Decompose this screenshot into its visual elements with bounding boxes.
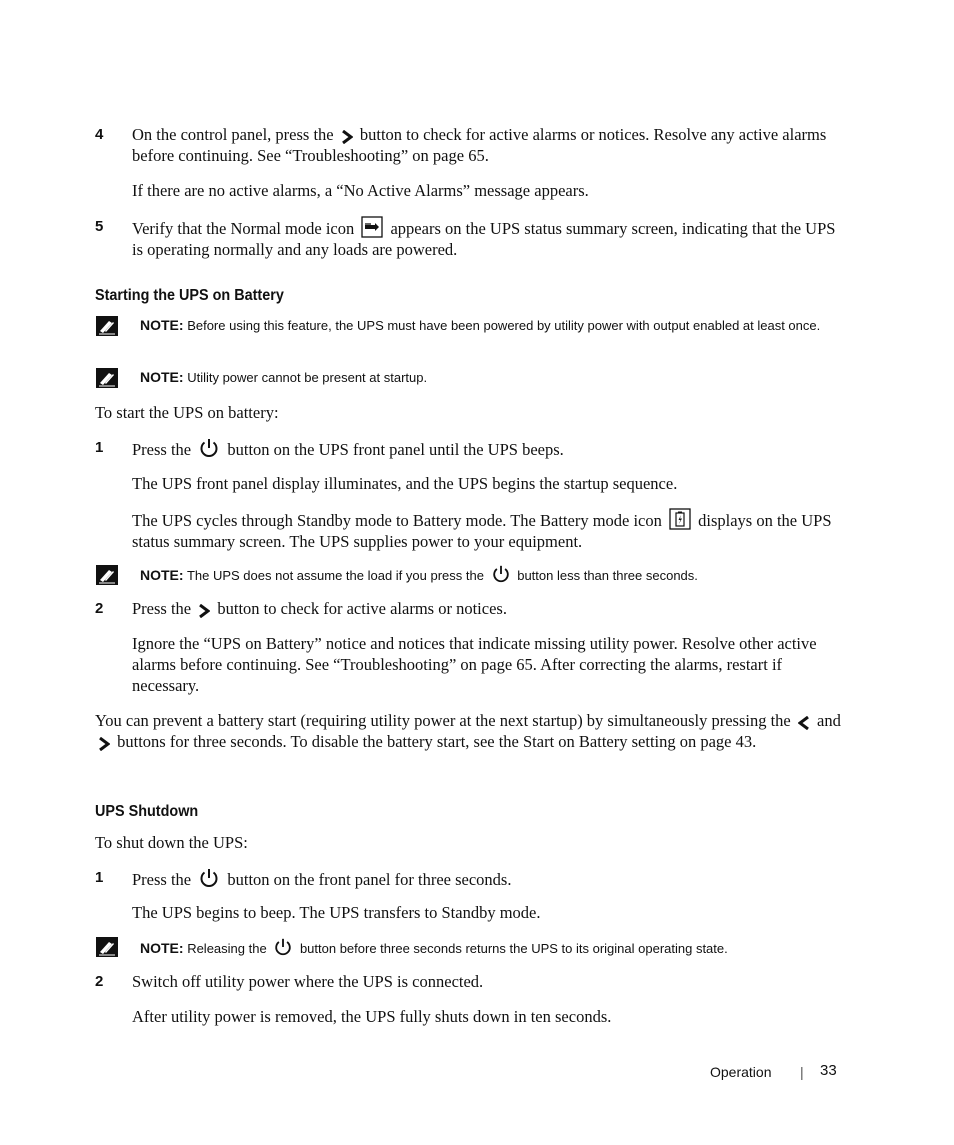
- step-text: Switch off utility power where the UPS is connected.: [132, 972, 484, 991]
- note-text: Utility power cannot be present at startup.: [187, 370, 428, 385]
- intro-text: To start the UPS on battery:: [95, 403, 279, 422]
- step-text-after: button on the UPS front panel until the UPS beeps.: [227, 440, 564, 459]
- paragraph: [95, 710, 848, 752]
- note-label: NOTE:: [140, 317, 184, 333]
- chevron-right-icon: [341, 130, 353, 144]
- step-text: [132, 216, 848, 260]
- paragraph: If there are no active alarms, a “No Active Alarms” message appears.: [132, 181, 589, 200]
- intro-text: To shut down the UPS:: [95, 833, 248, 852]
- note: [140, 315, 865, 336]
- note-label: NOTE:: [140, 369, 184, 385]
- note: [140, 367, 865, 388]
- paragraph-text-and: and: [817, 711, 841, 730]
- step-number: 2: [95, 973, 104, 990]
- note-icon: [96, 368, 118, 388]
- note-label: NOTE:: [140, 940, 184, 956]
- step-text-after: appears on the UPS status summary screen, indicating that the UPS is operating normally and any loads are powered.: [132, 219, 836, 259]
- normal-mode-icon: [361, 216, 383, 238]
- step-text-after: button to check for active alarms or notices. Resolve any active alarms before continuing. See “Troubleshooting” on page 65.: [132, 125, 827, 165]
- step-text-after: button on the front panel for three seconds.: [227, 870, 512, 889]
- step-text-before: Press the: [132, 440, 192, 459]
- note: [140, 937, 865, 959]
- step-number: 1: [95, 869, 104, 886]
- footer-separator: |: [800, 1064, 804, 1080]
- note-text-before: The UPS does not assume the load if you press the: [186, 568, 484, 583]
- step-text: [132, 867, 848, 890]
- power-icon: [273, 937, 293, 957]
- note-icon: [96, 565, 118, 585]
- note-text: Before using this feature, the UPS must have been powered by utility power with output enabled at least once.: [187, 318, 821, 333]
- step-number: 4: [95, 126, 104, 143]
- page-number: 33: [820, 1062, 837, 1079]
- step-number: 5: [95, 218, 104, 235]
- paragraph: After utility power is removed, the UPS fully shuts down in ten seconds.: [132, 1007, 612, 1026]
- chevron-left-icon: [798, 716, 810, 730]
- step-text-after: button to check for active alarms or notices.: [217, 599, 507, 618]
- paragraph-text-before: The UPS cycles through Standby mode to Battery mode. The Battery mode icon: [132, 511, 662, 530]
- paragraph-text-after: displays on the UPS status summary screen. The UPS supplies power to your equipment.: [132, 511, 832, 551]
- note-text-after: button before three seconds returns the UPS to its original operating state.: [299, 941, 728, 956]
- step-text: [132, 124, 848, 166]
- note-text-before: Releasing the: [187, 941, 267, 956]
- note-icon: [96, 937, 118, 957]
- power-icon: [198, 437, 220, 459]
- paragraph: [132, 508, 848, 552]
- power-icon: [491, 564, 511, 584]
- paragraph: Ignore the “UPS on Battery” notice and notices that indicate missing utility power. Resolve other active alarms before continuing. See “Troubleshooting” on page 65. After correcting the alarms, restart if necessary.: [132, 634, 817, 695]
- step-text-before: Press the: [132, 599, 192, 618]
- chevron-right-icon: [198, 604, 210, 618]
- note-text-after: button less than three seconds.: [517, 568, 698, 583]
- step-number: 2: [95, 600, 104, 617]
- step-text-before: Press the: [132, 870, 192, 889]
- note: [140, 564, 865, 586]
- battery-mode-icon: [669, 508, 691, 530]
- step-number: 1: [95, 439, 104, 456]
- step-text: [132, 598, 848, 619]
- paragraph: The UPS begins to beep. The UPS transfers to Standby mode.: [132, 903, 541, 922]
- paragraph: The UPS front panel display illuminates, and the UPS begins the startup sequence.: [132, 474, 678, 493]
- step-text-before: On the control panel, press the: [132, 125, 334, 144]
- step-text: [132, 437, 848, 460]
- step-text-before: Verify that the Normal mode icon: [132, 219, 355, 238]
- section-heading: UPS Shutdown: [95, 803, 199, 820]
- paragraph-text-before: You can prevent a battery start (requiring utility power at the next startup) by simultaneously pressing the: [95, 711, 791, 730]
- power-icon: [198, 867, 220, 889]
- section-heading: Starting the UPS on Battery: [95, 287, 284, 304]
- paragraph-text-after: buttons for three seconds. To disable the battery start, see the Start on Battery setting on page 43.: [117, 732, 757, 751]
- note-label: NOTE:: [140, 567, 184, 583]
- chevron-right-icon: [98, 737, 110, 751]
- footer-section-name: Operation: [710, 1064, 772, 1080]
- note-icon: [96, 316, 118, 336]
